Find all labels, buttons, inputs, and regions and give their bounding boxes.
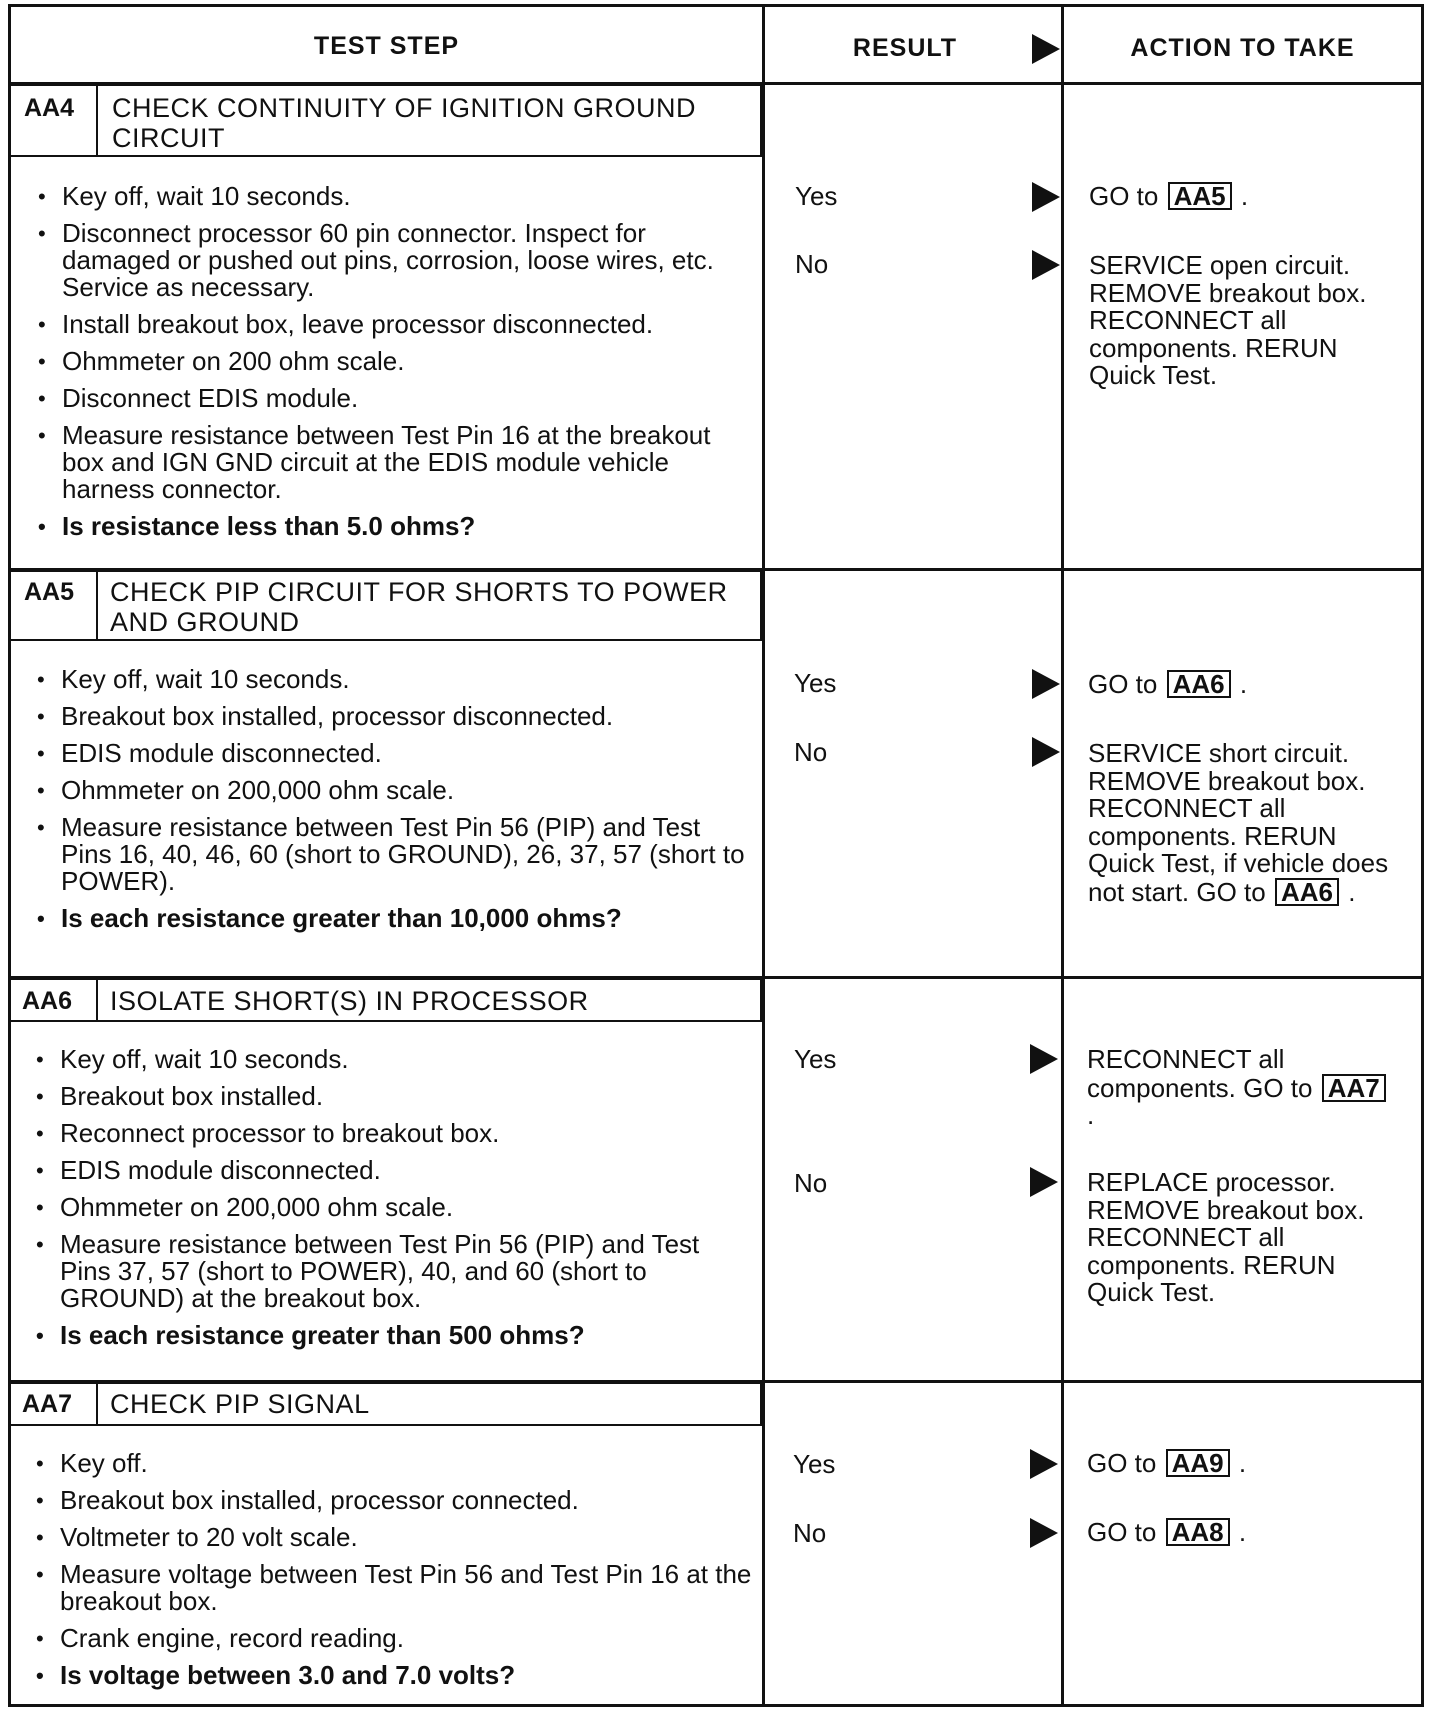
- list-item: • EDIS module disconnected.: [32, 1157, 752, 1184]
- step-title-line1: CHECK PIP SIGNAL: [110, 1389, 370, 1419]
- step-title-line2: CIRCUIT: [112, 123, 225, 153]
- step-ref[interactable]: AA6: [1275, 878, 1339, 906]
- step-id-divider: [96, 978, 98, 1022]
- list-item: • Voltmeter to 20 volt scale.: [32, 1524, 752, 1551]
- step-title-line1: ISOLATE SHORT(S) IN PROCESSOR: [110, 986, 589, 1016]
- step-question: • Is each resistance greater than 500 ohms?: [32, 1322, 752, 1349]
- step-question: • Is resistance less than 5.0 ohms?: [34, 513, 744, 540]
- table-bottom-border: [8, 1704, 1424, 1707]
- list-item: • Measure resistance between Test Pin 56 (PIP) and Test Pins 37, 57 (short to POWER), 40, and 60 (short to GROUND) at the breakout box.: [32, 1231, 752, 1312]
- result-yes: Yes: [794, 668, 837, 698]
- step-ref[interactable]: AA5: [1168, 182, 1232, 210]
- list-item: • Breakout box installed, processor connected.: [32, 1487, 752, 1514]
- table-left-border: [8, 4, 11, 1707]
- action-yes: GO to AA9 .: [1087, 1448, 1247, 1478]
- step-ref[interactable]: AA8: [1166, 1518, 1230, 1546]
- list-item: • Disconnect EDIS module.: [34, 385, 744, 412]
- yes-arrow-icon: [1032, 669, 1060, 699]
- step-question: • Is each resistance greater than 10,000 ohms?: [33, 905, 753, 932]
- step-id: AA7: [22, 1390, 73, 1418]
- list-item: • Ohmmeter on 200 ohm scale.: [34, 348, 744, 375]
- list-item: • Breakout box installed.: [32, 1083, 752, 1110]
- no-arrow-icon: [1030, 1167, 1058, 1197]
- action-text: GO to: [1087, 1517, 1157, 1547]
- yes-arrow-icon: [1032, 182, 1060, 212]
- action-no: SERVICE short circuit. REMOVE breakout box. RECONNECT all components. RERUN Quick Test, if vehicle does not start. GO to AA6 .: [1088, 738, 1389, 907]
- step-id: AA5: [24, 578, 75, 606]
- action-yes: GO to AA6 .: [1088, 669, 1248, 699]
- result-yes: Yes: [794, 1044, 837, 1074]
- step-title-line1: CHECK PIP CIRCUIT FOR SHORTS TO POWER: [110, 577, 728, 607]
- step-question: • Is voltage between 3.0 and 7.0 volts?: [32, 1662, 752, 1689]
- step-title: [112, 93, 696, 153]
- action-text: SERVICE short circuit. REMOVE breakout box. RECONNECT all components. RERUN Quick Test, if vehicle does not start. GO to: [1088, 738, 1389, 907]
- action-text: GO to: [1087, 1448, 1157, 1478]
- list-item: • Key off, wait 10 seconds.: [34, 183, 744, 210]
- header-test-step: TEST STEP: [313, 32, 460, 60]
- yes-arrow-icon: [1030, 1449, 1058, 1479]
- step-bullets: [32, 1046, 752, 1359]
- no-arrow-icon: [1032, 250, 1060, 280]
- table-right-border: [1421, 4, 1424, 1707]
- step-title: [110, 1389, 370, 1419]
- list-item: • Measure voltage between Test Pin 56 and Test Pin 16 at the breakout box.: [32, 1561, 752, 1615]
- list-item: • Reconnect processor to breakout box.: [32, 1120, 752, 1147]
- step-ref[interactable]: AA7: [1322, 1074, 1386, 1102]
- step-ref[interactable]: AA9: [1166, 1449, 1230, 1477]
- list-item: • Ohmmeter on 200,000 ohm scale.: [32, 1194, 752, 1221]
- step-title: [110, 986, 589, 1016]
- result-yes: Yes: [795, 181, 838, 211]
- list-item: • Breakout box installed, processor disconnected.: [33, 703, 753, 730]
- action-text: GO to: [1089, 181, 1159, 211]
- header-action: ACTION TO TAKE: [1130, 34, 1355, 62]
- action-no: REPLACE processor. REMOVE breakout box. RECONNECT all components. RERUN Quick Test.: [1087, 1167, 1365, 1307]
- list-item: • Measure resistance between Test Pin 56 (PIP) and Test Pins 16, 40, 46, 60 (short to GROUND), 26, 37, 57 (short to POWER).: [33, 814, 753, 895]
- action-text: RECONNECT all components. GO to: [1087, 1044, 1313, 1103]
- step-bullets: [33, 666, 753, 942]
- step-title-line1: CHECK CONTINUITY OF IGNITION GROUND: [112, 93, 697, 123]
- header-result: RESULT: [852, 34, 958, 62]
- result-no: No: [794, 1168, 828, 1198]
- list-item: • Ohmmeter on 200,000 ohm scale.: [33, 777, 753, 804]
- list-item: • Measure resistance between Test Pin 16 at the breakout box and IGN GND circuit at the EDIS module vehicle harness connector.: [34, 422, 744, 503]
- list-item: • Key off, wait 10 seconds.: [32, 1046, 752, 1073]
- yes-arrow-icon: [1030, 1044, 1058, 1074]
- header-result-arrow-icon: [1032, 34, 1060, 64]
- action-yes: RECONNECT all components. GO to AA7 .: [1087, 1046, 1397, 1130]
- step-id: AA6: [22, 987, 73, 1015]
- result-column-divider: [762, 4, 765, 1707]
- step-id-divider: [96, 1382, 98, 1426]
- step-id-divider: [96, 84, 98, 157]
- step-title-line2: AND GROUND: [110, 607, 300, 637]
- step-title: [110, 577, 728, 637]
- list-item: • Key off, wait 10 seconds.: [33, 666, 753, 693]
- step-bullets: [34, 183, 744, 550]
- step-bullets: [32, 1450, 752, 1699]
- action-yes: GO to AA5 .: [1089, 181, 1249, 211]
- action-no: SERVICE open circuit. REMOVE breakout box. RECONNECT all components. RERUN Quick Test.: [1089, 250, 1367, 390]
- result-no: No: [794, 737, 828, 767]
- result-no: No: [795, 249, 829, 279]
- no-arrow-icon: [1030, 1518, 1058, 1548]
- list-item: • EDIS module disconnected.: [33, 740, 753, 767]
- list-item: • Install breakout box, leave processor disconnected.: [34, 311, 744, 338]
- step-ref[interactable]: AA6: [1167, 670, 1231, 698]
- list-item: • Crank engine, record reading.: [32, 1625, 752, 1652]
- result-yes: Yes: [793, 1449, 836, 1479]
- action-no: GO to AA8 .: [1087, 1517, 1247, 1547]
- list-item: • Key off.: [32, 1450, 752, 1477]
- table-top-border: [8, 4, 1424, 7]
- list-item: • Disconnect processor 60 pin connector. Inspect for damaged or pushed out pins, corrosion, loose wires, etc. Service as necessary.: [34, 220, 744, 301]
- action-column-divider: [1061, 4, 1064, 1707]
- action-text: GO to: [1088, 669, 1158, 699]
- result-no: No: [793, 1518, 827, 1548]
- step-id-divider: [96, 570, 98, 641]
- step-id: AA4: [24, 94, 75, 122]
- no-arrow-icon: [1032, 737, 1060, 767]
